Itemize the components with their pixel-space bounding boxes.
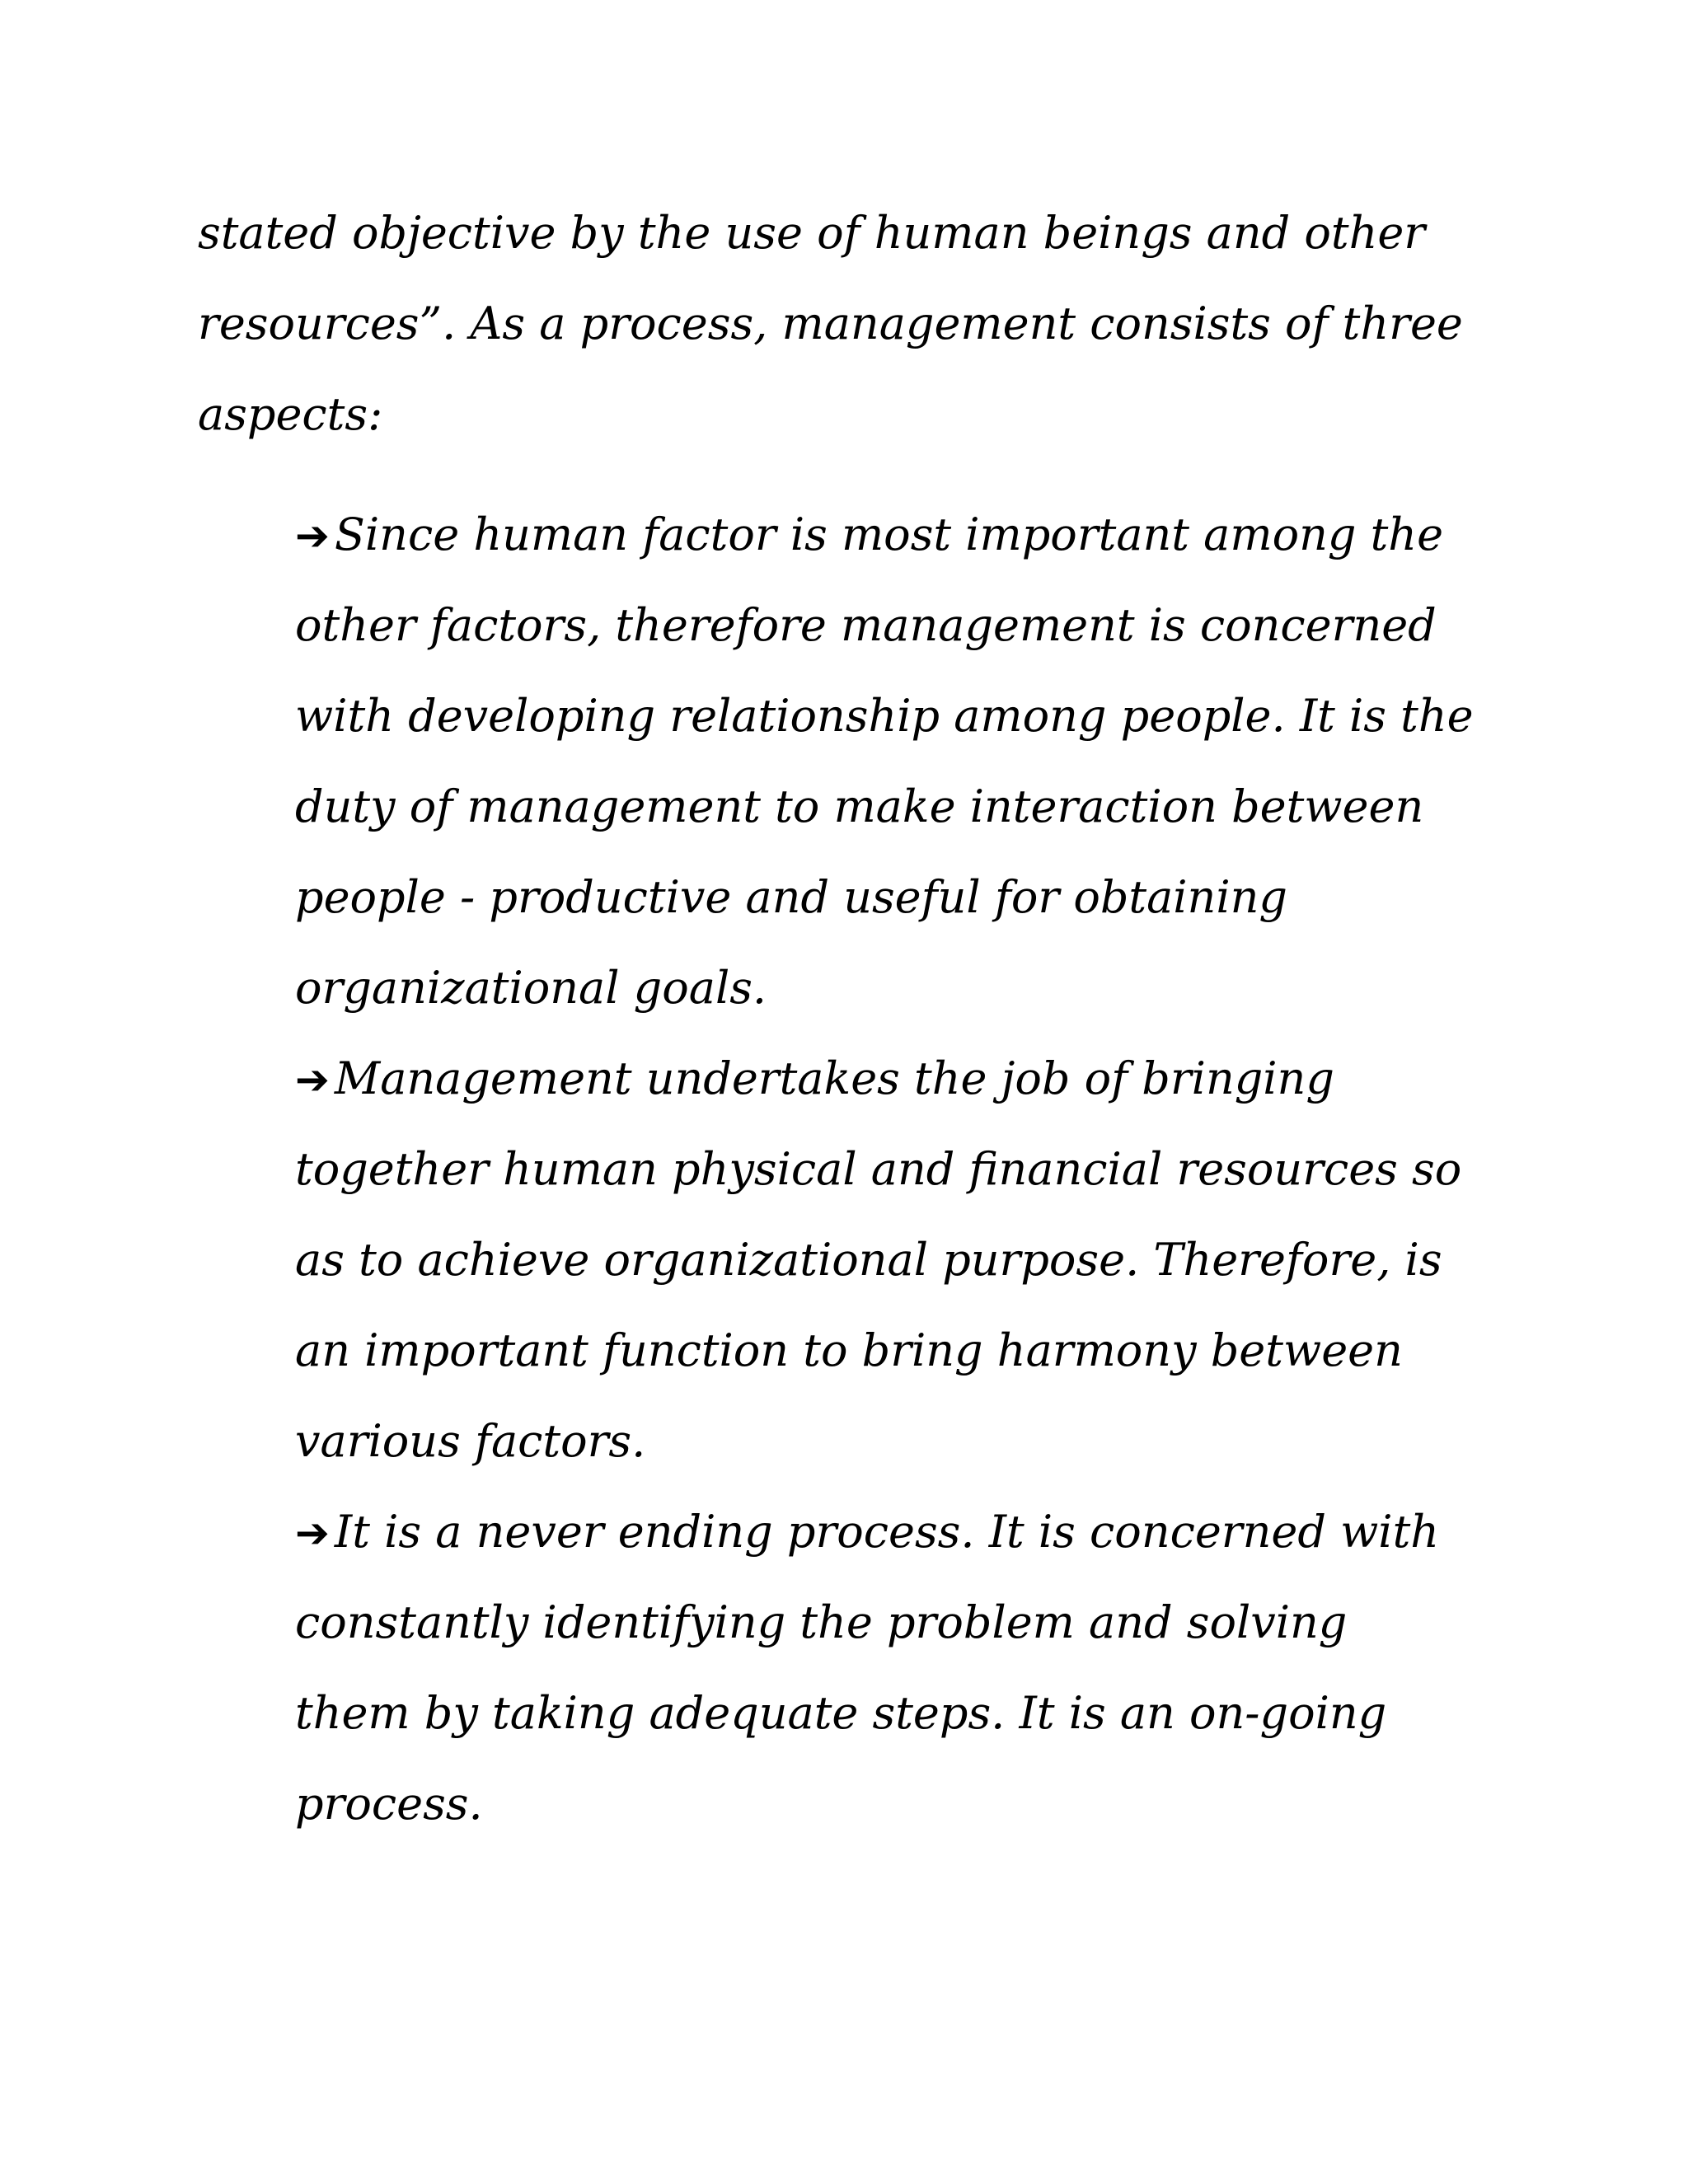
- aspect-text: It is a never ending process. It is concerned with: [334, 1506, 1440, 1558]
- intro-line: resources”. As a process, management consists of three: [198, 298, 1463, 349]
- aspect-line: various factors.: [295, 1415, 646, 1467]
- aspect-item-resources: [295, 1033, 1581, 1487]
- aspect-line: as to achieve organizational purpose. Therefore, is: [295, 1234, 1442, 1286]
- aspect-text: Management undertakes the job of bringing: [334, 1052, 1334, 1104]
- aspect-item-ongoing-process: [295, 1487, 1581, 1849]
- aspect-line: duty of management to make interaction between: [295, 780, 1424, 832]
- aspect-line: people - productive and useful for obtaining: [295, 871, 1287, 923]
- aspect-line: [295, 1033, 1581, 1124]
- aspect-line: an important function to bring harmony between: [295, 1324, 1403, 1376]
- aspect-line: together human physical and financial resources so: [295, 1143, 1462, 1195]
- aspect-line: process.: [295, 1778, 483, 1830]
- aspects-list: [295, 490, 1581, 1849]
- aspect-line: [295, 1487, 1581, 1577]
- aspect-text: Since human factor is most important among the: [334, 509, 1444, 560]
- arrow-right-icon: ➔: [295, 512, 330, 560]
- aspect-line: them by taking adequate steps. It is an on-going: [295, 1687, 1387, 1739]
- aspect-line: constantly identifying the problem and solving: [295, 1596, 1348, 1648]
- arrow-right-icon: ➔: [295, 1056, 330, 1104]
- aspect-line: other factors, therefore management is concerned: [295, 599, 1437, 651]
- intro-paragraph: [198, 188, 1517, 460]
- arrow-right-icon: ➔: [295, 1509, 330, 1557]
- aspect-line: [295, 490, 1581, 580]
- aspect-line: organizational goals.: [295, 962, 767, 1014]
- aspect-item-human-factor: [295, 490, 1581, 1033]
- intro-line: aspects:: [198, 388, 383, 440]
- aspect-line: with developing relationship among people. It is the: [295, 690, 1474, 742]
- intro-line: stated objective by the use of human beings and other: [198, 207, 1426, 259]
